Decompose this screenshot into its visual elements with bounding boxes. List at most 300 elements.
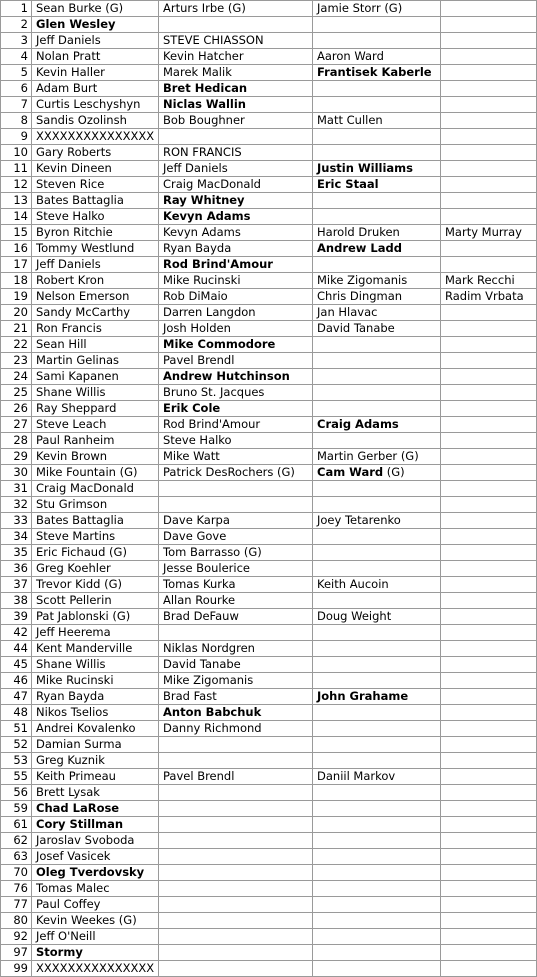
player-cell: Sandis Ozolinsh xyxy=(32,113,159,129)
player-name: Andrew Ladd xyxy=(317,241,402,255)
player-name: Rod Brind'Amour xyxy=(163,257,273,271)
player-cell xyxy=(441,801,537,817)
player-cell: Andrei Kovalenko xyxy=(32,721,159,737)
player-cell xyxy=(159,705,313,721)
player-cell: Daniil Markov xyxy=(313,769,441,785)
player-cell xyxy=(313,337,441,353)
jersey-number: 12 xyxy=(1,177,32,193)
player-cell: Mark Recchi xyxy=(441,273,537,289)
player-cell xyxy=(441,353,537,369)
player-cell: Pat Jablonski (G) xyxy=(32,609,159,625)
jersey-number: 51 xyxy=(1,721,32,737)
player-cell: RON FRANCIS xyxy=(159,145,313,161)
player-cell: Trevor Kidd (G) xyxy=(32,577,159,593)
player-cell xyxy=(313,929,441,945)
jersey-number: 4 xyxy=(1,49,32,65)
table-row xyxy=(1,513,537,529)
table-row xyxy=(1,17,537,33)
player-cell xyxy=(313,401,441,417)
jersey-number: 33 xyxy=(1,513,32,529)
player-cell xyxy=(441,481,537,497)
player-name: Anton Babchuk xyxy=(163,705,262,719)
table-row xyxy=(1,113,537,129)
player-cell xyxy=(441,513,537,529)
player-name: Bret Hedican xyxy=(163,81,248,95)
player-suffix: (G) xyxy=(383,465,405,479)
jersey-number: 34 xyxy=(1,529,32,545)
player-cell: Adam Burt xyxy=(32,81,159,97)
player-cell xyxy=(313,481,441,497)
player-cell xyxy=(441,321,537,337)
player-name: Eric Staal xyxy=(317,177,379,191)
player-name: Andrew Hutchinson xyxy=(163,369,290,383)
player-cell xyxy=(313,785,441,801)
player-cell xyxy=(441,817,537,833)
player-name: Kevyn Adams xyxy=(163,209,251,223)
player-cell xyxy=(313,177,441,193)
jersey-number: 35 xyxy=(1,545,32,561)
player-cell xyxy=(441,881,537,897)
player-cell: Doug Weight xyxy=(313,609,441,625)
table-row xyxy=(1,177,537,193)
player-cell: Mike Zigomanis xyxy=(159,673,313,689)
jersey-number: 55 xyxy=(1,769,32,785)
jersey-number: 21 xyxy=(1,321,32,337)
jersey-number: 39 xyxy=(1,609,32,625)
player-cell: Ray Sheppard xyxy=(32,401,159,417)
player-cell: Jan Hlavac xyxy=(313,305,441,321)
player-cell xyxy=(441,785,537,801)
player-cell: Tom Barrasso (G) xyxy=(159,545,313,561)
jersey-number: 6 xyxy=(1,81,32,97)
player-cell xyxy=(313,385,441,401)
jersey-number: 70 xyxy=(1,865,32,881)
player-cell xyxy=(159,865,313,881)
player-cell: Martin Gelinas xyxy=(32,353,159,369)
player-name: Cam Ward xyxy=(317,465,384,479)
player-cell xyxy=(159,737,313,753)
table-row xyxy=(1,33,537,49)
player-cell xyxy=(313,625,441,641)
jersey-number: 45 xyxy=(1,657,32,673)
jersey-number: 31 xyxy=(1,481,32,497)
player-cell xyxy=(159,945,313,961)
player-cell xyxy=(313,865,441,881)
player-cell xyxy=(441,929,537,945)
jersey-number: 24 xyxy=(1,369,32,385)
player-cell: Sandy McCarthy xyxy=(32,305,159,321)
player-cell: Mike Rucinski xyxy=(32,673,159,689)
table-row xyxy=(1,545,537,561)
player-cell: Radim Vrbata xyxy=(441,289,537,305)
jersey-number: 92 xyxy=(1,929,32,945)
player-cell xyxy=(313,17,441,33)
player-name: Justin Williams xyxy=(317,161,413,175)
player-cell: Harold Druken xyxy=(313,225,441,241)
table-row xyxy=(1,129,537,145)
player-cell xyxy=(313,673,441,689)
player-name: Glen Wesley xyxy=(36,17,116,31)
player-name: Stormy xyxy=(36,945,83,959)
player-cell: Steve Martins xyxy=(32,529,159,545)
player-cell xyxy=(159,849,313,865)
jersey-number: 63 xyxy=(1,849,32,865)
player-cell xyxy=(441,417,537,433)
jersey-number: 56 xyxy=(1,785,32,801)
player-cell xyxy=(441,113,537,129)
jersey-number: 20 xyxy=(1,305,32,321)
player-cell: Mike Watt xyxy=(159,449,313,465)
player-cell xyxy=(441,369,537,385)
jersey-number: 59 xyxy=(1,801,32,817)
player-cell: Mike Fountain (G) xyxy=(32,465,159,481)
player-cell: Scott Pellerin xyxy=(32,593,159,609)
player-cell: Sean Burke (G) xyxy=(32,1,159,17)
player-cell: Chris Dingman xyxy=(313,289,441,305)
player-cell xyxy=(441,833,537,849)
player-cell xyxy=(441,641,537,657)
player-cell xyxy=(313,913,441,929)
jersey-number: 2 xyxy=(1,17,32,33)
player-cell: Jeff Daniels xyxy=(32,257,159,273)
jersey-number: 7 xyxy=(1,97,32,113)
player-cell xyxy=(441,385,537,401)
player-cell xyxy=(441,689,537,705)
player-cell: Shane Willis xyxy=(32,385,159,401)
player-cell xyxy=(32,801,159,817)
player-cell xyxy=(441,721,537,737)
table-row xyxy=(1,737,537,753)
player-cell: Pavel Brendl xyxy=(159,353,313,369)
jersey-number: 77 xyxy=(1,897,32,913)
player-cell xyxy=(313,65,441,81)
table-row xyxy=(1,785,537,801)
player-cell: Tomas Kurka xyxy=(159,577,313,593)
player-cell xyxy=(159,929,313,945)
player-cell xyxy=(441,945,537,961)
jersey-number: 38 xyxy=(1,593,32,609)
table-row xyxy=(1,769,537,785)
player-cell: Nolan Pratt xyxy=(32,49,159,65)
player-cell: Bruno St. Jacques xyxy=(159,385,313,401)
table-row xyxy=(1,65,537,81)
player-cell xyxy=(441,129,537,145)
player-cell xyxy=(313,161,441,177)
player-cell: Kevin Dineen xyxy=(32,161,159,177)
player-cell: Nikos Tselios xyxy=(32,705,159,721)
player-cell: Dave Karpa xyxy=(159,513,313,529)
player-cell: Craig MacDonald xyxy=(32,481,159,497)
table-row xyxy=(1,881,537,897)
player-cell: Arturs Irbe (G) xyxy=(159,1,313,17)
player-cell xyxy=(441,337,537,353)
player-cell xyxy=(441,609,537,625)
player-cell: Marek Malik xyxy=(159,65,313,81)
player-cell xyxy=(159,753,313,769)
jersey-number: 25 xyxy=(1,385,32,401)
player-cell: Paul Ranheim xyxy=(32,433,159,449)
jersey-number: 37 xyxy=(1,577,32,593)
player-cell xyxy=(159,913,313,929)
table-row xyxy=(1,305,537,321)
player-cell: Matt Cullen xyxy=(313,113,441,129)
jersey-number: 3 xyxy=(1,33,32,49)
table-row xyxy=(1,897,537,913)
player-cell xyxy=(313,961,441,977)
table-row xyxy=(1,401,537,417)
player-cell: Jaroslav Svoboda xyxy=(32,833,159,849)
jersey-number: 8 xyxy=(1,113,32,129)
jersey-number: 62 xyxy=(1,833,32,849)
jersey-number: 47 xyxy=(1,689,32,705)
player-cell: Byron Ritchie xyxy=(32,225,159,241)
player-cell xyxy=(441,577,537,593)
player-cell xyxy=(313,497,441,513)
player-cell: Nelson Emerson xyxy=(32,289,159,305)
jersey-number: 9 xyxy=(1,129,32,145)
player-cell: Jeff Daniels xyxy=(159,161,313,177)
player-cell xyxy=(32,817,159,833)
player-cell: Josh Holden xyxy=(159,321,313,337)
player-cell: Aaron Ward xyxy=(313,49,441,65)
jersey-number: 32 xyxy=(1,497,32,513)
player-cell xyxy=(313,97,441,113)
player-cell xyxy=(313,193,441,209)
player-cell xyxy=(159,17,313,33)
player-cell: Kevin Brown xyxy=(32,449,159,465)
player-cell: Ryan Bayda xyxy=(32,689,159,705)
player-cell xyxy=(441,433,537,449)
table-row xyxy=(1,337,537,353)
jersey-number: 17 xyxy=(1,257,32,273)
player-cell: David Tanabe xyxy=(313,321,441,337)
player-cell: Tommy Westlund xyxy=(32,241,159,257)
player-cell: XXXXXXXXXXXXXXX xyxy=(32,961,159,977)
player-cell xyxy=(313,433,441,449)
player-cell: Eric Fichaud (G) xyxy=(32,545,159,561)
player-cell xyxy=(313,241,441,257)
player-cell xyxy=(441,33,537,49)
player-cell xyxy=(441,65,537,81)
player-cell xyxy=(441,657,537,673)
player-cell xyxy=(313,145,441,161)
player-cell xyxy=(441,561,537,577)
player-cell xyxy=(313,417,441,433)
player-cell xyxy=(441,81,537,97)
player-cell xyxy=(441,241,537,257)
player-cell xyxy=(441,465,537,481)
player-cell xyxy=(313,801,441,817)
jersey-number: 42 xyxy=(1,625,32,641)
jersey-number: 11 xyxy=(1,161,32,177)
player-cell: Steve Leach xyxy=(32,417,159,433)
jersey-number: 99 xyxy=(1,961,32,977)
player-cell xyxy=(441,529,537,545)
jersey-number: 14 xyxy=(1,209,32,225)
jersey-number: 29 xyxy=(1,449,32,465)
player-cell xyxy=(313,529,441,545)
player-cell xyxy=(313,545,441,561)
player-cell xyxy=(441,145,537,161)
player-cell xyxy=(159,881,313,897)
jersey-number: 22 xyxy=(1,337,32,353)
player-cell xyxy=(313,369,441,385)
player-cell xyxy=(159,97,313,113)
player-cell: Kevin Weekes (G) xyxy=(32,913,159,929)
jersey-number: 5 xyxy=(1,65,32,81)
player-cell xyxy=(313,257,441,273)
player-cell xyxy=(159,481,313,497)
table-row xyxy=(1,209,537,225)
table-row xyxy=(1,609,537,625)
player-cell xyxy=(441,897,537,913)
player-cell: David Tanabe xyxy=(159,657,313,673)
player-cell xyxy=(159,209,313,225)
player-cell: Steve Halko xyxy=(32,209,159,225)
table-row xyxy=(1,273,537,289)
jersey-number: 1 xyxy=(1,1,32,17)
player-cell xyxy=(313,593,441,609)
player-cell xyxy=(32,945,159,961)
player-cell xyxy=(32,865,159,881)
player-cell: Damian Surma xyxy=(32,737,159,753)
player-name: Niclas Wallin xyxy=(163,97,246,111)
player-cell xyxy=(159,369,313,385)
table-row xyxy=(1,817,537,833)
jersey-number: 27 xyxy=(1,417,32,433)
table-row xyxy=(1,385,537,401)
table-row xyxy=(1,753,537,769)
player-cell xyxy=(441,769,537,785)
player-cell: Brad DeFauw xyxy=(159,609,313,625)
player-cell xyxy=(441,753,537,769)
table-row xyxy=(1,657,537,673)
player-cell: Tomas Malec xyxy=(32,881,159,897)
jersey-number: 30 xyxy=(1,465,32,481)
player-cell xyxy=(159,193,313,209)
player-cell: Niklas Nordgren xyxy=(159,641,313,657)
player-cell xyxy=(313,465,441,481)
table-row xyxy=(1,705,537,721)
player-cell: XXXXXXXXXXXXXXX xyxy=(32,129,159,145)
table-row xyxy=(1,497,537,513)
table-row xyxy=(1,49,537,65)
player-cell xyxy=(441,961,537,977)
player-name: John Grahame xyxy=(317,689,409,703)
table-row xyxy=(1,369,537,385)
table-row xyxy=(1,1,537,17)
player-name: Oleg Tverdovsky xyxy=(36,865,145,879)
player-cell: Kevin Hatcher xyxy=(159,49,313,65)
player-cell xyxy=(441,209,537,225)
jersey-number: 97 xyxy=(1,945,32,961)
player-cell xyxy=(441,161,537,177)
table-row xyxy=(1,529,537,545)
table-row xyxy=(1,945,537,961)
player-cell: STEVE CHIASSON xyxy=(159,33,313,49)
table-row xyxy=(1,849,537,865)
player-cell xyxy=(441,177,537,193)
player-name: Craig Adams xyxy=(317,417,399,431)
player-cell xyxy=(441,673,537,689)
player-cell: Martin Gerber (G) xyxy=(313,449,441,465)
player-cell: Rod Brind'Amour xyxy=(159,417,313,433)
player-cell xyxy=(313,817,441,833)
player-cell: Sami Kapanen xyxy=(32,369,159,385)
player-cell xyxy=(159,785,313,801)
player-cell xyxy=(159,801,313,817)
table-row xyxy=(1,625,537,641)
player-cell: Danny Richmond xyxy=(159,721,313,737)
player-cell: Mike Rucinski xyxy=(159,273,313,289)
jersey-number: 16 xyxy=(1,241,32,257)
player-cell xyxy=(313,561,441,577)
player-name: Ray Whitney xyxy=(163,193,245,207)
player-cell: Curtis Leschyshyn xyxy=(32,97,159,113)
table-row xyxy=(1,449,537,465)
player-cell xyxy=(159,817,313,833)
player-cell xyxy=(159,129,313,145)
jersey-number: 44 xyxy=(1,641,32,657)
player-cell xyxy=(313,945,441,961)
player-cell xyxy=(441,257,537,273)
player-cell: Keith Aucoin xyxy=(313,577,441,593)
jersey-number: 26 xyxy=(1,401,32,417)
player-cell: Brett Lysak xyxy=(32,785,159,801)
player-cell: Ron Francis xyxy=(32,321,159,337)
player-cell xyxy=(441,97,537,113)
player-cell: Jesse Boulerice xyxy=(159,561,313,577)
player-name: Frantisek Kaberle xyxy=(317,65,432,79)
player-cell: Gary Roberts xyxy=(32,145,159,161)
table-row xyxy=(1,865,537,881)
player-cell: Allan Rourke xyxy=(159,593,313,609)
player-cell xyxy=(441,865,537,881)
player-cell: Greg Kuznik xyxy=(32,753,159,769)
player-cell xyxy=(159,257,313,273)
jersey-number: 28 xyxy=(1,433,32,449)
player-cell xyxy=(313,737,441,753)
table-row xyxy=(1,257,537,273)
player-cell xyxy=(313,33,441,49)
player-cell: Robert Kron xyxy=(32,273,159,289)
jersey-number: 76 xyxy=(1,881,32,897)
player-cell xyxy=(159,833,313,849)
jersey-number: 61 xyxy=(1,817,32,833)
player-cell: Mike Zigomanis xyxy=(313,273,441,289)
player-cell: Rob DiMaio xyxy=(159,289,313,305)
player-cell xyxy=(159,625,313,641)
table-row xyxy=(1,929,537,945)
player-cell xyxy=(313,353,441,369)
jersey-number: 19 xyxy=(1,289,32,305)
player-cell: Bates Battaglia xyxy=(32,513,159,529)
table-row xyxy=(1,161,537,177)
player-cell xyxy=(32,17,159,33)
player-name: Chad LaRose xyxy=(36,801,120,815)
player-cell xyxy=(313,209,441,225)
player-cell: Darren Langdon xyxy=(159,305,313,321)
table-row xyxy=(1,225,537,241)
table-row xyxy=(1,833,537,849)
player-cell: Pavel Brendl xyxy=(159,769,313,785)
player-cell xyxy=(441,17,537,33)
table-row xyxy=(1,721,537,737)
table-row xyxy=(1,321,537,337)
player-cell xyxy=(441,305,537,321)
player-cell xyxy=(441,625,537,641)
player-cell: Bob Boughner xyxy=(159,113,313,129)
